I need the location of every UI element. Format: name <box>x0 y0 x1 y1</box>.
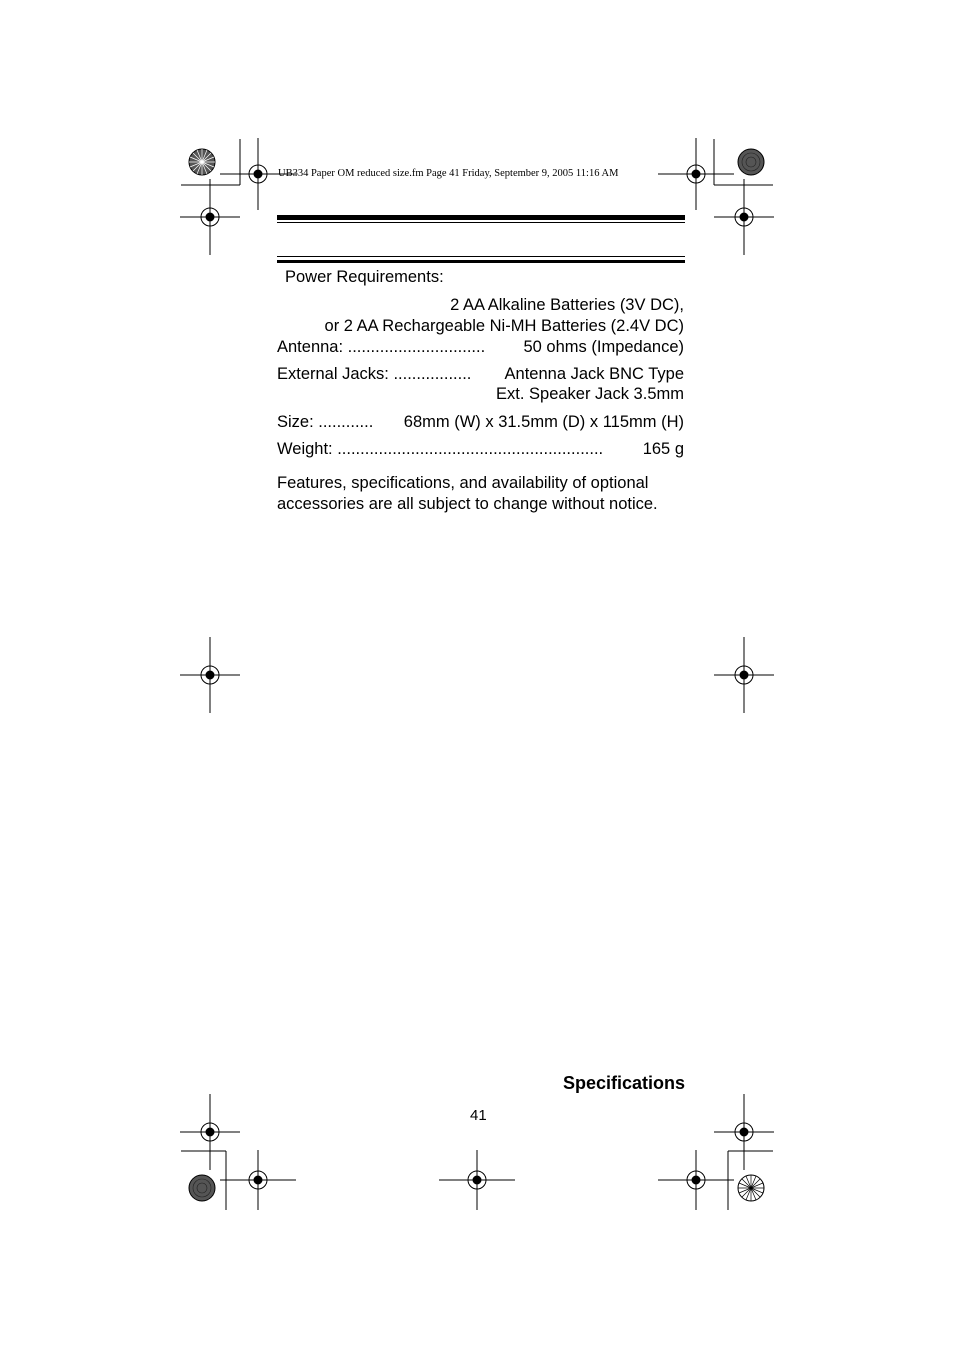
weight-label: Weight: .......................................................... <box>277 440 604 458</box>
power-requirements-line-2: or 2 AA Rechargeable Ni-MH Batteries (2.4V DC) <box>324 317 684 335</box>
registration-mark-icon <box>714 637 774 713</box>
registration-mark-icon <box>180 179 240 255</box>
file-info-header: UB334 Paper OM reduced size.fm Page 41 Friday, September 9, 2005 11:16 AM <box>278 168 619 179</box>
page-number: 41 <box>470 1107 487 1124</box>
registration-mark-icon <box>658 138 734 210</box>
header-rule-thin <box>277 222 685 223</box>
weight-spec <box>277 439 684 460</box>
size-spec <box>277 412 684 433</box>
power-requirements-label: Power Requirements: <box>285 268 444 286</box>
registration-mark-icon <box>658 1150 734 1210</box>
external-jacks-spec <box>277 364 684 385</box>
section-rule-thick <box>277 260 685 263</box>
starburst-mark-icon <box>738 1175 764 1201</box>
registration-mark-icon <box>714 1094 774 1170</box>
power-requirements-line-1: 2 AA Alkaline Batteries (3V DC), <box>450 296 684 314</box>
size-value: 68mm (W) x 31.5mm (D) x 115mm (H) <box>403 413 684 431</box>
antenna-label: Antenna: .............................. <box>277 338 486 356</box>
starburst-mark-icon <box>738 149 764 175</box>
registration-mark-icon <box>180 1094 240 1170</box>
external-jacks-label: External Jacks: ................. <box>277 365 472 383</box>
external-jacks-value-2: Ext. Speaker Jack 3.5mm <box>496 385 684 403</box>
section-title: Specifications <box>562 1073 685 1093</box>
registration-mark-icon <box>714 179 774 255</box>
weight-value: 165 g <box>642 440 684 458</box>
antenna-value: 50 ohms (Impedance) <box>523 338 684 356</box>
starburst-mark-icon <box>189 1175 215 1201</box>
registration-mark-icon <box>180 637 240 713</box>
starburst-mark-icon <box>189 149 215 175</box>
header-rule-thick <box>277 215 685 220</box>
external-jacks-value-1: Antenna Jack BNC Type <box>504 365 684 383</box>
size-label: Size: ............ <box>277 413 374 431</box>
change-notice: Features, specifications, and availability of optional accessories are all subject to change without notice. <box>277 474 658 513</box>
section-rule-thin <box>277 256 685 257</box>
registration-mark-icon <box>439 1150 515 1210</box>
antenna-spec <box>277 337 684 358</box>
registration-mark-icon <box>220 1150 296 1210</box>
